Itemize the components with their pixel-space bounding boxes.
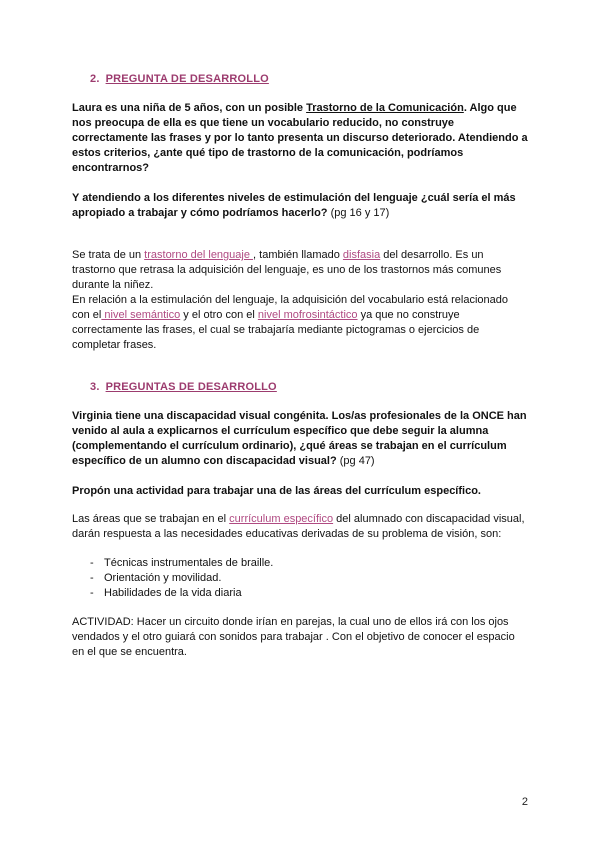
- term-trastorno-comunicacion: Trastorno de la Comunicación: [306, 102, 464, 114]
- section-3-question-1: [72, 409, 528, 469]
- section-2-answer-2: [72, 293, 528, 353]
- answer-text: ya que no construye correctamente las frases, el cual se trabajaría mediante pictogramas o ejercicios de completar frases.: [72, 309, 480, 351]
- answer-text: En relación a la estimulación del lenguaje, la adquisición del vocabulario está relacionado con el: [72, 294, 508, 321]
- section-2-heading: [90, 72, 269, 86]
- answer-text: Las áreas que se trabajan en el: [72, 513, 230, 525]
- section-2-title: PREGUNTA DE DESARROLLO: [105, 73, 269, 85]
- section-3-question-2: [72, 484, 528, 499]
- question-text: Y atendiendo a los diferentes niveles de estimulación del lenguaje ¿cuál sería el más apropiado a trabajar y cómo podríamos hacerlo?: [72, 192, 516, 219]
- section-3-title: PREGUNTAS DE DESARROLLO: [105, 381, 277, 393]
- list-item-text: Técnicas instrumentales de braille.: [104, 557, 274, 569]
- link-trastorno-lenguaje[interactable]: trastorno del lenguaje: [144, 249, 254, 261]
- section-2-question-1: [72, 101, 528, 176]
- section-2-number: 2.: [90, 73, 100, 85]
- answer-text: del desarrollo. Es un trastorno que retrasa la adquisición del lenguaje, es uno de los trastornos más comunes durante la niñez.: [72, 249, 502, 291]
- page-reference: (pg 47): [336, 455, 375, 467]
- link-nivel-morfosintactico[interactable]: nivel mofrosintáctico: [257, 309, 358, 321]
- link-nivel-semantico[interactable]: nivel semántico: [101, 309, 181, 321]
- page-number: 2: [521, 796, 528, 808]
- section-3-heading: [90, 380, 277, 394]
- answer-text: del alumnado con discapacidad visual, darán respuesta a las necesidades educativas derivadas de su problema de visión, son:: [72, 513, 525, 540]
- section-2-answer-1: [72, 248, 528, 293]
- question-text: Propón una actividad para trabajar una de las áreas del currículum específico.: [72, 485, 481, 497]
- activity-text: ACTIVIDAD: Hacer un circuito donde irían en parejas, la cual uno de ellos irá con los ojos vendados y el otro guiará con sonidos para trabajar . Con el objetivo de conocer el espacio en el que se encuentra.: [72, 616, 515, 658]
- section-3-number: 3.: [90, 381, 100, 393]
- list-item: - Habilidades de la vida diaria: [90, 587, 242, 599]
- link-disfasia[interactable]: disfasia: [342, 249, 381, 261]
- answer-text: , también llamado: [253, 249, 343, 261]
- answer-text: y el otro con el: [180, 309, 258, 321]
- answer-text: Se trata de un: [72, 249, 145, 261]
- link-curriculum-especifico[interactable]: currículum específico: [229, 513, 334, 525]
- activity-paragraph: [72, 615, 528, 660]
- question-text: . Algo que nos preocupa de ella es que tiene un vocabulario reducido, no construye correctamente las frases y por lo tanto presenta un discurso deteriorado. Atendiendo a estos criterios, ¿ante qué tipo de trastorno de la comunicación, podríamos encontrarnos?: [72, 102, 528, 174]
- question-text: Virginia tiene una discapacidad visual congénita. Los/as profesionales de la ONCE han venido al aula a explicarnos el currículum específico que debe seguir la alumna (complementando el currículum ordinario), ¿qué áreas se trabajan en el currículum específico de un alumno con discapacidad visual?: [72, 410, 527, 467]
- section-3-answer: [72, 512, 528, 542]
- list-item: - Técnicas instrumentales de braille.: [90, 557, 274, 569]
- page-reference: (pg 16 y 17): [327, 207, 390, 219]
- section-2-question-2: [72, 191, 528, 221]
- list-item: - Orientación y movilidad.: [90, 572, 222, 584]
- list-item-text: Orientación y movilidad.: [104, 572, 222, 584]
- areas-list: [72, 556, 528, 601]
- list-item-text: Habilidades de la vida diaria: [104, 587, 242, 599]
- question-text: Laura es una niña de 5 años, con un posible: [72, 102, 307, 114]
